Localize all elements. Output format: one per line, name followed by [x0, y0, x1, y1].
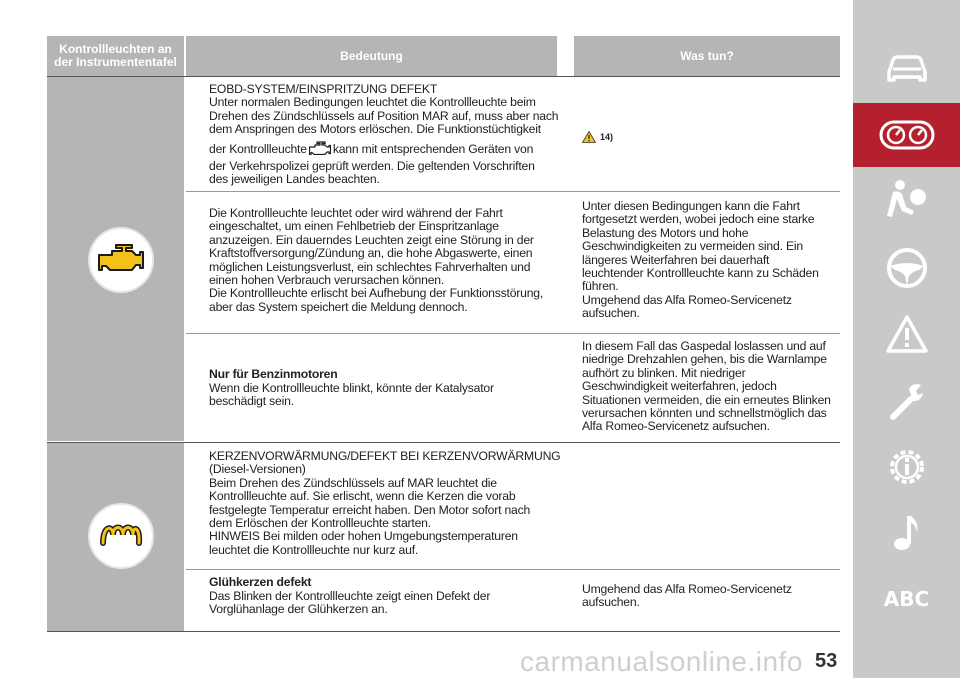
engine-meaning-1c: der Verkehrspolizei geprüft werden. Die geltenden Vorschriften des jeweiligen Landes beachten.: [209, 159, 535, 187]
glow-action-2: Umgehend das Alfa Romeo-Servicenetz aufsuchen.: [582, 582, 792, 610]
page-number: 53: [815, 650, 838, 672]
car-icon: [883, 50, 931, 86]
rule-row1: [186, 191, 840, 192]
warning-reference: [582, 131, 613, 143]
rule-header-bottom: [47, 76, 840, 77]
engine-meaning-3-title: Nur für Benzinmotoren: [209, 367, 338, 381]
glow-plug-icon: [90, 505, 152, 567]
engine-inline-icon: [309, 141, 331, 158]
sidebar-item-multimedia[interactable]: [853, 500, 960, 564]
glow-meaning-2-body: Das Blinken der Kontrollleuchte zeigt einen Defekt der Vorglühanlage der Glühkerzen an.: [209, 589, 491, 617]
glow-meaning-1: KERZENVORWÄRMUNG/DEFEKT BEI KERZENVORWÄRMUNG (Diesel-Versionen) Beim Drehen des Zündschlüssels auf MAR leuchtet die Kontrollleuchte auf. Sie erlischt, wenn die Kerzen die vorab festgelegte Temperatur erreicht haben. Den Motor sofort nach dem Erlöschen der Kontrollleuchte starten. HINWEIS Bei milden oder hohen Umgebungstemperaturen leuchtet die Kontrollleuchte nur kurz auf.: [209, 449, 561, 557]
sidebar-item-technical[interactable]: [853, 435, 960, 499]
header-meaning-label: Bedeutung: [340, 48, 403, 63]
glow-lamp-circle: [88, 503, 154, 569]
engine-action-2: Unter diesen Bedingungen kann die Fahrt fortgesetzt werden, wobei jedoch eine starke Belastung des Motors und hohe Geschwindigkeiten zu vermeiden sind. Ein längeres Weiterfahren bei dauerhaft leuchtender Kontrollleuchte kann zu Schäden führen. Umgehend das Alfa Romeo-Servicenetz aufsuchen.: [582, 199, 819, 321]
glow-meaning-2-title: Glühkerzen defekt: [209, 575, 312, 589]
rule-engine-bottom: [47, 442, 840, 443]
steering-wheel-icon: [885, 246, 929, 290]
sidebar-item-steering[interactable]: [853, 236, 960, 300]
warning-triangle-small-icon: [582, 131, 596, 143]
sidebar-item-warning[interactable]: [853, 302, 960, 366]
sidebar-item-car[interactable]: [853, 36, 960, 100]
rule-table-bottom: [47, 631, 840, 632]
engine-lamp-circle: [88, 227, 154, 293]
engine-meaning-1b-start: der Kontrollleuchte: [209, 141, 307, 156]
header-action-label: Was tun?: [680, 48, 734, 63]
rule-row2: [186, 333, 840, 334]
engine-meaning-2: Die Kontrollleuchte leuchtet oder wird während der Fahrt eingeschaltet, um einen Fehlbetrieb der Einspritzanlage anzuzeigen. Ein dauerndes Leuchten zeigt eine Störung in der Kraftstoffversorgung/Zündung an, die hohe Abgaswerte, einen möglichen Leistungsverlust, ein schlechtes Fahrverhalten und einen hohen Verbrauch verursachen können. Die Kontrollleuchte erlischt bei Aufhebung der Funktionsstörung, aber das System speichert die Meldung dennoch.: [209, 206, 544, 314]
engine-meaning-3-body: Wenn die Kontrollleuchte blinkt, könnte der Katalysator beschädigt sein.: [209, 381, 494, 409]
header-lamps-label: Kontrollleuchten an der Instrumententafel: [54, 42, 177, 69]
warning-triangle-icon: [885, 314, 929, 354]
airbag-safety-icon: [884, 177, 930, 223]
sidebar-item-dashboard[interactable]: [853, 103, 960, 167]
sidebar-item-safety[interactable]: [853, 168, 960, 232]
engine-meaning-1b-end: kann mit entsprechenden Geräten von: [332, 141, 534, 156]
header-meaning: [186, 36, 557, 76]
header-action: [574, 36, 840, 76]
engine-action-3: In diesem Fall das Gaspedal loslassen und auf niedrige Drehzahlen gehen, bis die Warnlampe aufhört zu blinken. Mit niedriger Geschwindigkeit weiterfahren, jedoch Situationen vermeiden, die ein erneutes Blinken verursachen könnten und schnellstmöglich das Alfa Romeo-Servicenetz aufsuchen.: [582, 339, 831, 434]
engine-meaning-1b: [209, 141, 569, 158]
dashboard-gauges-icon: [879, 120, 935, 150]
wrench-icon: [885, 379, 929, 423]
info-gear-icon: [885, 445, 929, 489]
warning-reference-label: 14): [600, 132, 614, 142]
check-engine-icon: [90, 229, 152, 291]
music-note-icon: [889, 510, 925, 554]
abc-index-icon: ABC: [883, 587, 930, 611]
sidebar-item-index[interactable]: [853, 567, 960, 631]
rule-row4: [186, 569, 840, 570]
engine-meaning-1a: EOBD-SYSTEM/EINSPRITZUNG DEFEKT Unter normalen Bedingungen leuchtet die Kontrollleuchte beim Drehen des Zündschlüssels auf Position MAR auf, muss aber nach dem Anspringen des Motors erlöschen. Die Funktionstüchtigkeit: [209, 82, 559, 137]
sidebar-item-service[interactable]: [853, 369, 960, 433]
watermark: carmanualsonline.info: [520, 646, 803, 677]
chapter-sidebar: [853, 0, 960, 678]
header-lamps: [47, 36, 184, 76]
